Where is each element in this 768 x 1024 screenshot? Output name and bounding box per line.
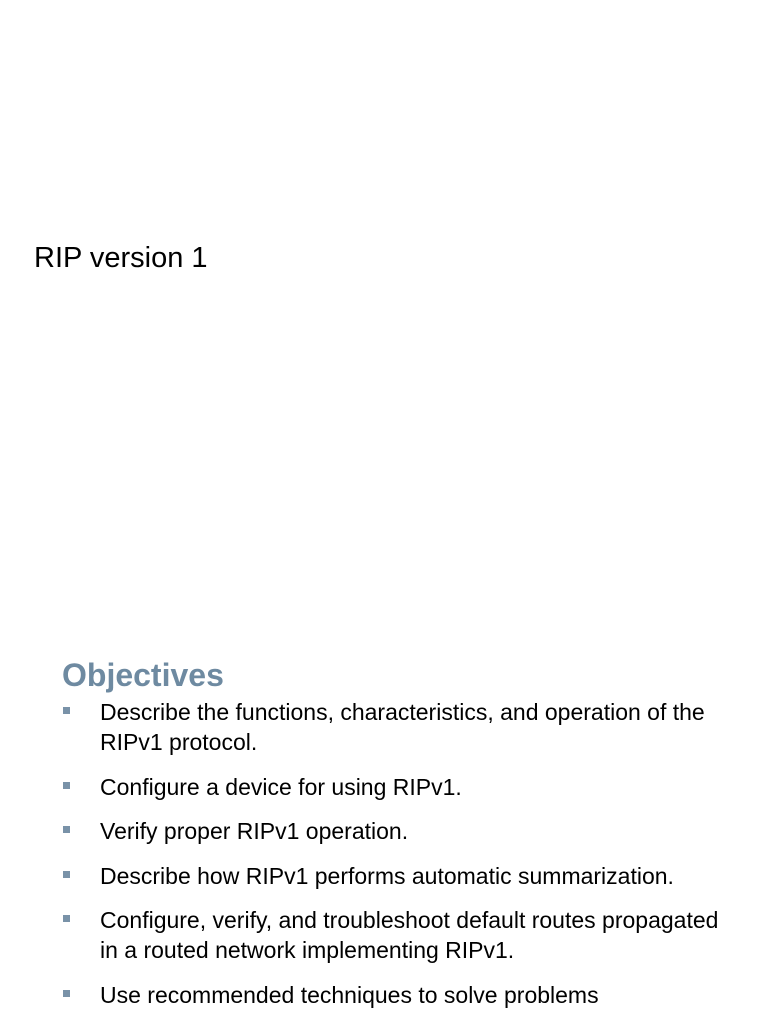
objectives-section: [62, 655, 722, 1024]
slide-title: RIP version 1: [34, 242, 208, 274]
objective-text: Describe how RIPv1 performs automatic summarization.: [100, 862, 674, 889]
square-bullet-icon: [63, 871, 70, 878]
square-bullet-icon: [63, 707, 70, 714]
square-bullet-icon: [63, 990, 70, 997]
objective-item: [62, 980, 722, 1010]
objective-item: [62, 861, 722, 891]
objective-text: Use recommended techniques to solve problems: [100, 981, 599, 1008]
square-bullet-icon: [63, 782, 70, 789]
square-bullet-icon: [63, 915, 70, 922]
objectives-list: [62, 697, 722, 1010]
square-bullet-icon: [63, 826, 70, 833]
objective-text: Configure a device for using RIPv1.: [100, 773, 462, 800]
objective-text: Verify proper RIPv1 operation.: [100, 818, 409, 844]
objectives-heading: Objectives: [62, 657, 224, 693]
objective-item: [62, 697, 722, 757]
objective-text: Describe the functions, characteristics, and operation of the RIPv1 protocol.: [100, 699, 705, 755]
objective-item: [62, 905, 722, 965]
objective-item: [62, 772, 722, 802]
objective-item: [62, 816, 722, 846]
objective-text: Configure, verify, and troubleshoot default routes propagated in a routed network implementing RIPv1.: [100, 907, 719, 963]
